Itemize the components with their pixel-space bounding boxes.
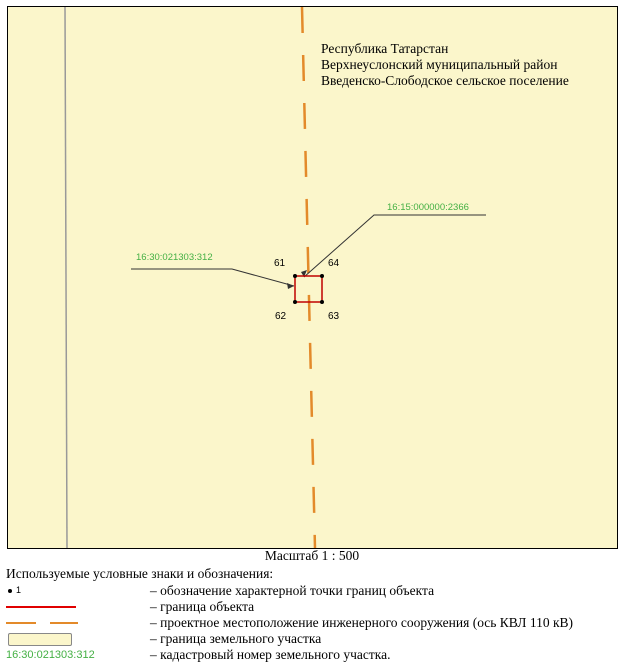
parcel-label-right: 16:15:000000:2366 — [387, 202, 469, 213]
legend-item-axis — [0, 615, 624, 631]
point-61-marker — [293, 274, 297, 278]
legend-text-parcel: – граница земельного участка — [150, 631, 322, 646]
legend-cadastral-sample: 16:30:021303:312 — [6, 649, 95, 661]
legend-title: Используемые условные знаки и обозначения: — [6, 566, 274, 581]
region-line-republic: Республика Татарстан — [321, 41, 449, 56]
point-label-64: 64 — [328, 258, 340, 269]
legend-symbol-boundary — [6, 599, 146, 615]
leader-line-left — [131, 269, 294, 286]
point-label-61: 61 — [274, 258, 286, 269]
legend-item-point — [0, 583, 624, 599]
legend-text-axis: – проектное местоположение инженерного сооружения (ось КВЛ 110 кВ) — [150, 615, 574, 630]
legend-symbol-axis — [6, 615, 146, 631]
legend-symbol-parcel — [6, 631, 146, 647]
legend-point-number: 1 — [16, 585, 22, 595]
point-label-62: 62 — [275, 311, 287, 322]
scale-label: Масштаб 1 : 500 — [264, 548, 360, 563]
parcel-box-icon — [8, 633, 72, 646]
kvl-axis-line — [302, 7, 315, 548]
parcel-boundary-line — [65, 7, 67, 548]
red-line-icon — [6, 606, 76, 608]
legend-symbol-cadastral — [6, 647, 146, 663]
point-63-marker — [320, 300, 324, 304]
legend-text-boundary: – граница объекта — [150, 599, 255, 614]
legend-item-boundary — [0, 599, 624, 615]
dashed-line-icon-segment — [50, 622, 78, 624]
point-62-marker — [293, 300, 297, 304]
region-caption — [321, 41, 569, 89]
legend-text-point: – обозначение характерной точки границ объекта — [150, 583, 435, 598]
dashed-line-icon — [6, 622, 36, 624]
point-label-63: 63 — [328, 311, 340, 322]
legend-item-cadastral — [0, 647, 624, 663]
legend-symbol-point — [6, 583, 146, 599]
parcel-label-left: 16:30:021303:312 — [136, 252, 213, 263]
legend-item-parcel — [0, 631, 624, 647]
legend-text-cadastral: – кадастровый номер земельного участка. — [150, 647, 391, 662]
region-line-settlement: Введенско-Слободское сельское поселение — [321, 73, 569, 88]
point-icon — [8, 589, 12, 593]
map-frame — [7, 6, 618, 549]
leader-arrow-left — [287, 283, 294, 289]
point-64-marker — [320, 274, 324, 278]
region-line-district: Верхнеуслонский муниципальный район — [321, 57, 558, 72]
